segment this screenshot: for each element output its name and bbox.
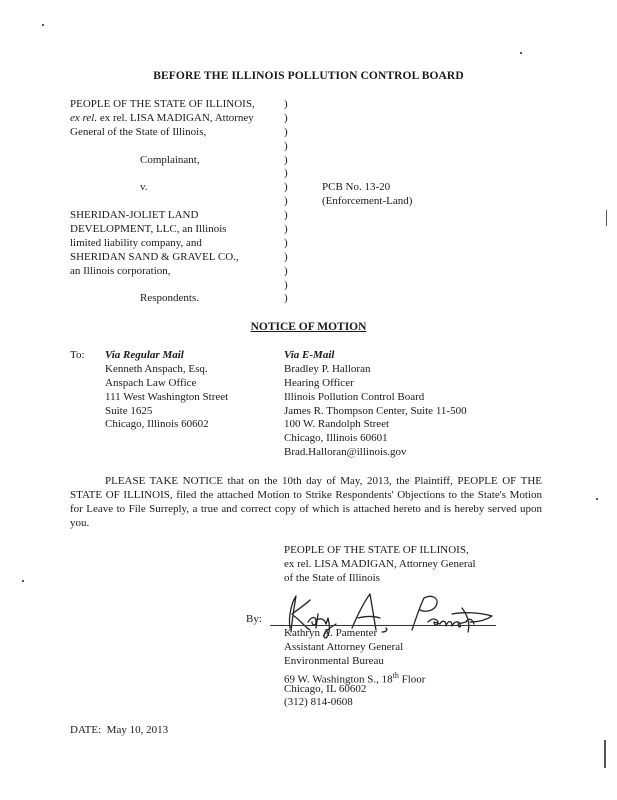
paren: ) (284, 236, 288, 249)
address-line: Chicago, Illinois 60601 (284, 432, 388, 445)
paren: ) (284, 278, 288, 291)
respondents-label: Respondents. (140, 292, 199, 305)
case-number: PCB No. 13-20 (322, 181, 391, 193)
address-line: Chicago, Illinois 60602 (105, 418, 209, 431)
paren: ) (284, 98, 288, 110)
scan-speck (604, 740, 606, 768)
caption-line: SHERIDAN-JOLIET LAND (70, 209, 199, 222)
case-type: (Enforcement-Land) (322, 194, 413, 207)
complainant-label: Complainant, (140, 153, 200, 166)
paren: ) (284, 181, 288, 194)
paren: ) (284, 292, 288, 305)
caption-line: an Illinois corporation, (70, 264, 171, 277)
versus-label: v. (140, 181, 148, 194)
by-label: By: (246, 613, 262, 625)
caption-ex-rel: ex rel. (70, 111, 98, 124)
paren: ) (284, 167, 288, 180)
case-number-block (322, 181, 412, 209)
to-label: To: (70, 349, 85, 361)
signer-phone: (312) 814-0608 (284, 696, 353, 709)
scan-speck (22, 580, 24, 582)
date-line (70, 724, 168, 738)
scan-speck (606, 210, 607, 226)
caption-line: limited liability company, and (70, 236, 202, 249)
notice-heading: NOTICE OF MOTION (250, 321, 367, 333)
paren: ) (284, 125, 288, 138)
address-prefix: 69 W. Washington S., 18 (284, 673, 393, 686)
party-line: of the State of Illinois (284, 571, 380, 584)
caption-line (70, 195, 255, 209)
address-line: Anspach Law Office (105, 376, 197, 389)
signer-name: Kathryn A. Pamenter (284, 627, 378, 639)
paren: ) (284, 195, 288, 208)
caption-line-text: ex rel. LISA MADIGAN, Attorney (99, 111, 254, 124)
caption-line (70, 112, 255, 126)
caption-line (70, 279, 255, 293)
signer-title: Assistant Attorney General (284, 640, 404, 653)
paren: ) (284, 111, 288, 124)
caption-line: PEOPLE OF THE STATE OF ILLINOIS, (70, 98, 255, 110)
party-signature-heading (284, 544, 476, 586)
address-line: Hearing Officer (284, 376, 354, 389)
caption-line (70, 167, 255, 181)
signature-line (270, 625, 496, 626)
regular-mail-method: Via Regular Mail (105, 349, 184, 361)
signer-block (284, 627, 425, 710)
signer-bureau: Environmental Bureau (284, 654, 384, 667)
date-value: May 10, 2013 (106, 724, 169, 736)
case-caption-parties (70, 98, 255, 306)
caption-parentheses (284, 98, 288, 306)
paren: ) (284, 139, 288, 152)
address-line: Kenneth Anspach, Esq. (105, 362, 208, 375)
party-line: PEOPLE OF THE STATE OF ILLINOIS, (284, 544, 469, 556)
paren: ) (284, 209, 288, 222)
email-recipient (284, 349, 467, 460)
caption-line: DEVELOPMENT, LLC, an Illinois (70, 223, 227, 236)
paren: ) (284, 264, 288, 277)
board-title: BEFORE THE ILLINOIS POLLUTION CONTROL BOARD (153, 70, 464, 82)
date-label: DATE: (70, 724, 102, 736)
address-line: Suite 1625 (105, 404, 153, 417)
email-method: Via E-Mail (284, 349, 335, 361)
regular-mail-recipient (105, 349, 228, 432)
caption-line: SHERIDAN SAND & GRAVEL CO., (70, 250, 239, 263)
caption-line (70, 140, 255, 154)
paren: ) (284, 223, 288, 236)
paren: ) (284, 153, 288, 166)
address-line: Bradley P. Halloran (284, 362, 371, 375)
paren: ) (284, 250, 288, 263)
signer-address (284, 669, 426, 686)
scan-speck (42, 24, 44, 26)
scan-speck (520, 52, 522, 54)
signer-city: Chicago, IL 60602 (284, 682, 367, 695)
address-line: James R. Thompson Center, Suite 11-500 (284, 404, 467, 417)
address-superscript: th (392, 670, 399, 680)
address-line: 111 West Washington Street (105, 390, 229, 403)
caption-line: General of the State of Illinois, (70, 125, 207, 138)
scan-speck (596, 498, 598, 500)
address-suffix: Floor (398, 673, 426, 686)
address-line: Illinois Pollution Control Board (284, 390, 425, 403)
address-line: 100 W. Randolph Street (284, 418, 390, 431)
email-address: Brad.Halloran@illinois.gov (284, 446, 407, 459)
party-line: ex rel. LISA MADIGAN, Attorney General (284, 557, 476, 570)
notice-paragraph: PLEASE TAKE NOTICE that on the 10th day of May, 2013, the Plaintiff, PEOPLE OF THE STATE OF ILLINOIS, filed the attached Motion to Strike Respondents' Objections to the State's Motion for Leave to File Surreply, a true and correct copy of which is attached hereto and is hereby served upon you. (70, 475, 542, 529)
